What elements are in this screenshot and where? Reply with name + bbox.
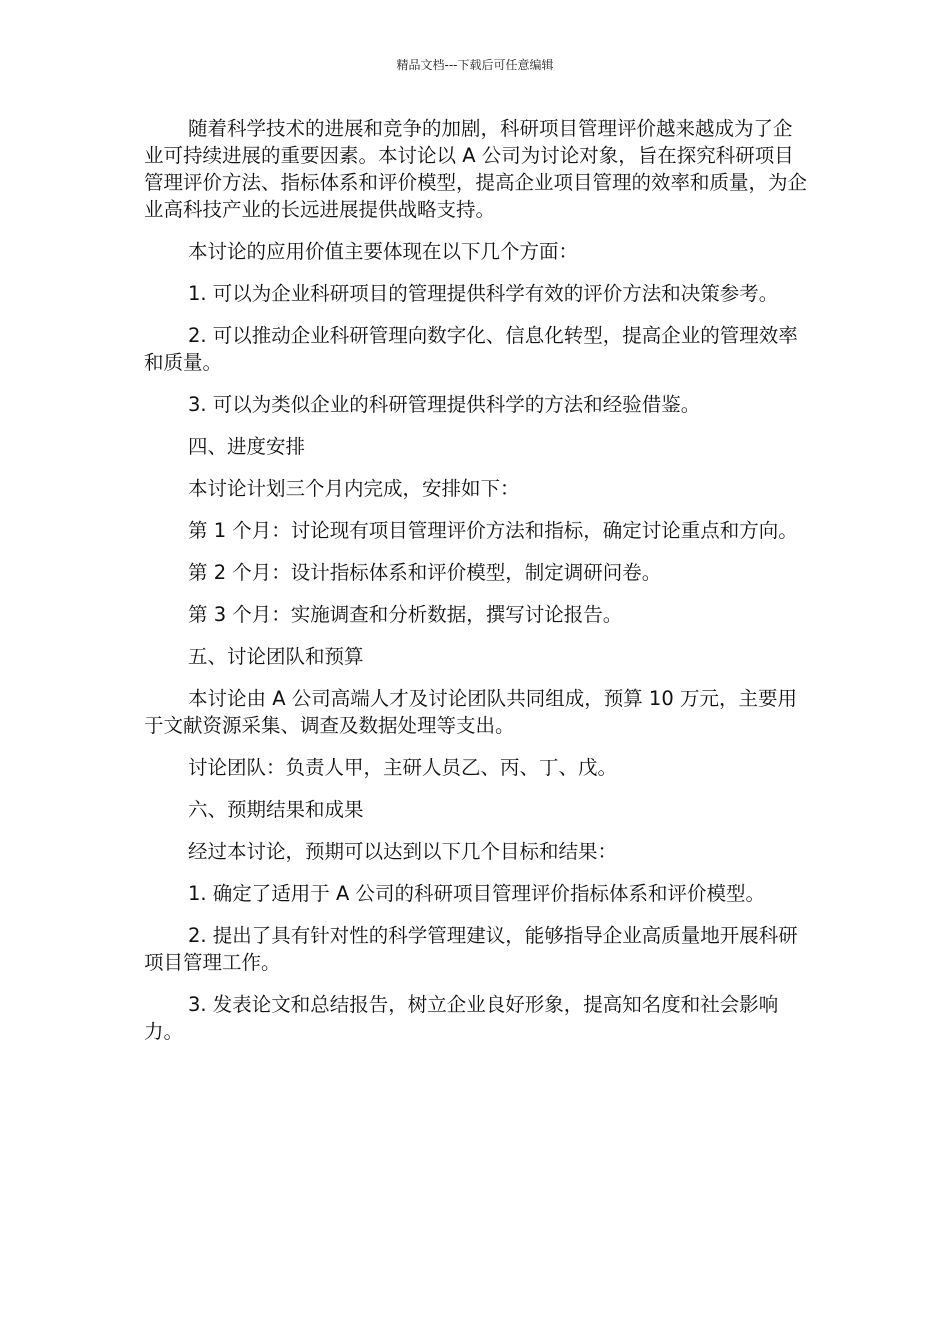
document-body [144,115,810,1060]
schedule-month-3: 第 3 个月：实施调查和分析数据，撰写讨论报告。 [188,603,623,626]
page-header: 精品文档---下载后可任意编辑 [396,58,554,72]
paragraph-intro: 随着科学技术的进展和竞争的加剧，科研项目管理评价越来越成为了企业可持续进展的重要因素。本讨论以 A 公司为讨论对象，旨在探究科研项目管理评价方法、指标体系和评价模型，提高企业项目管理的效率和质量，为企业高科技产业的长远进展提供战略支持。 [144,117,808,221]
section-heading-team-budget: 五、讨论团队和预算 [188,645,364,668]
paragraph-value-intro: 本讨论的应用价值主要体现在以下几个方面： [188,240,579,263]
list-item-outcome-1: 1. 确定了适用于 A 公司的科研项目管理评价指标体系和评价模型。 [188,882,766,905]
paragraph-schedule-intro: 本讨论计划三个月内完成，安排如下： [188,477,520,500]
list-item-outcome-2: 2. 提出了具有针对性的科学管理建议，能够指导企业高质量地开展科研项目管理工作。 [144,924,798,974]
paragraph-team: 讨论团队：负责人甲，主研人员乙、丙、丁、戊。 [188,756,618,779]
list-item-value-1: 1. 可以为企业科研项目的管理提供科学有效的评价方法和决策参考。 [188,282,779,305]
schedule-month-2: 第 2 个月：设计指标体系和评价模型，制定调研问卷。 [188,561,662,584]
section-heading-schedule: 四、进度安排 [188,435,306,458]
list-item-value-2: 2. 可以推动企业科研管理向数字化、信息化转型，提高企业的管理效率和质量。 [144,324,798,374]
list-item-outcome-3: 3. 发表论文和总结报告，树立企业良好形象，提高知名度和社会影响力。 [144,993,779,1043]
list-item-value-3: 3. 可以为类似企业的科研管理提供科学的方法和经验借鉴。 [188,393,701,416]
schedule-month-1: 第 1 个月：讨论现有项目管理评价方法和指标，确定讨论重点和方向。 [188,519,798,542]
paragraph-budget: 本讨论由 A 公司高端人才及讨论团队共同组成，预算 10 万元，主要用于文献资源采集、调查及数据处理等支出。 [144,687,797,737]
paragraph-outcomes-intro: 经过本讨论，预期可以达到以下几个目标和结果： [188,840,618,863]
section-heading-outcomes: 六、预期结果和成果 [188,798,364,821]
